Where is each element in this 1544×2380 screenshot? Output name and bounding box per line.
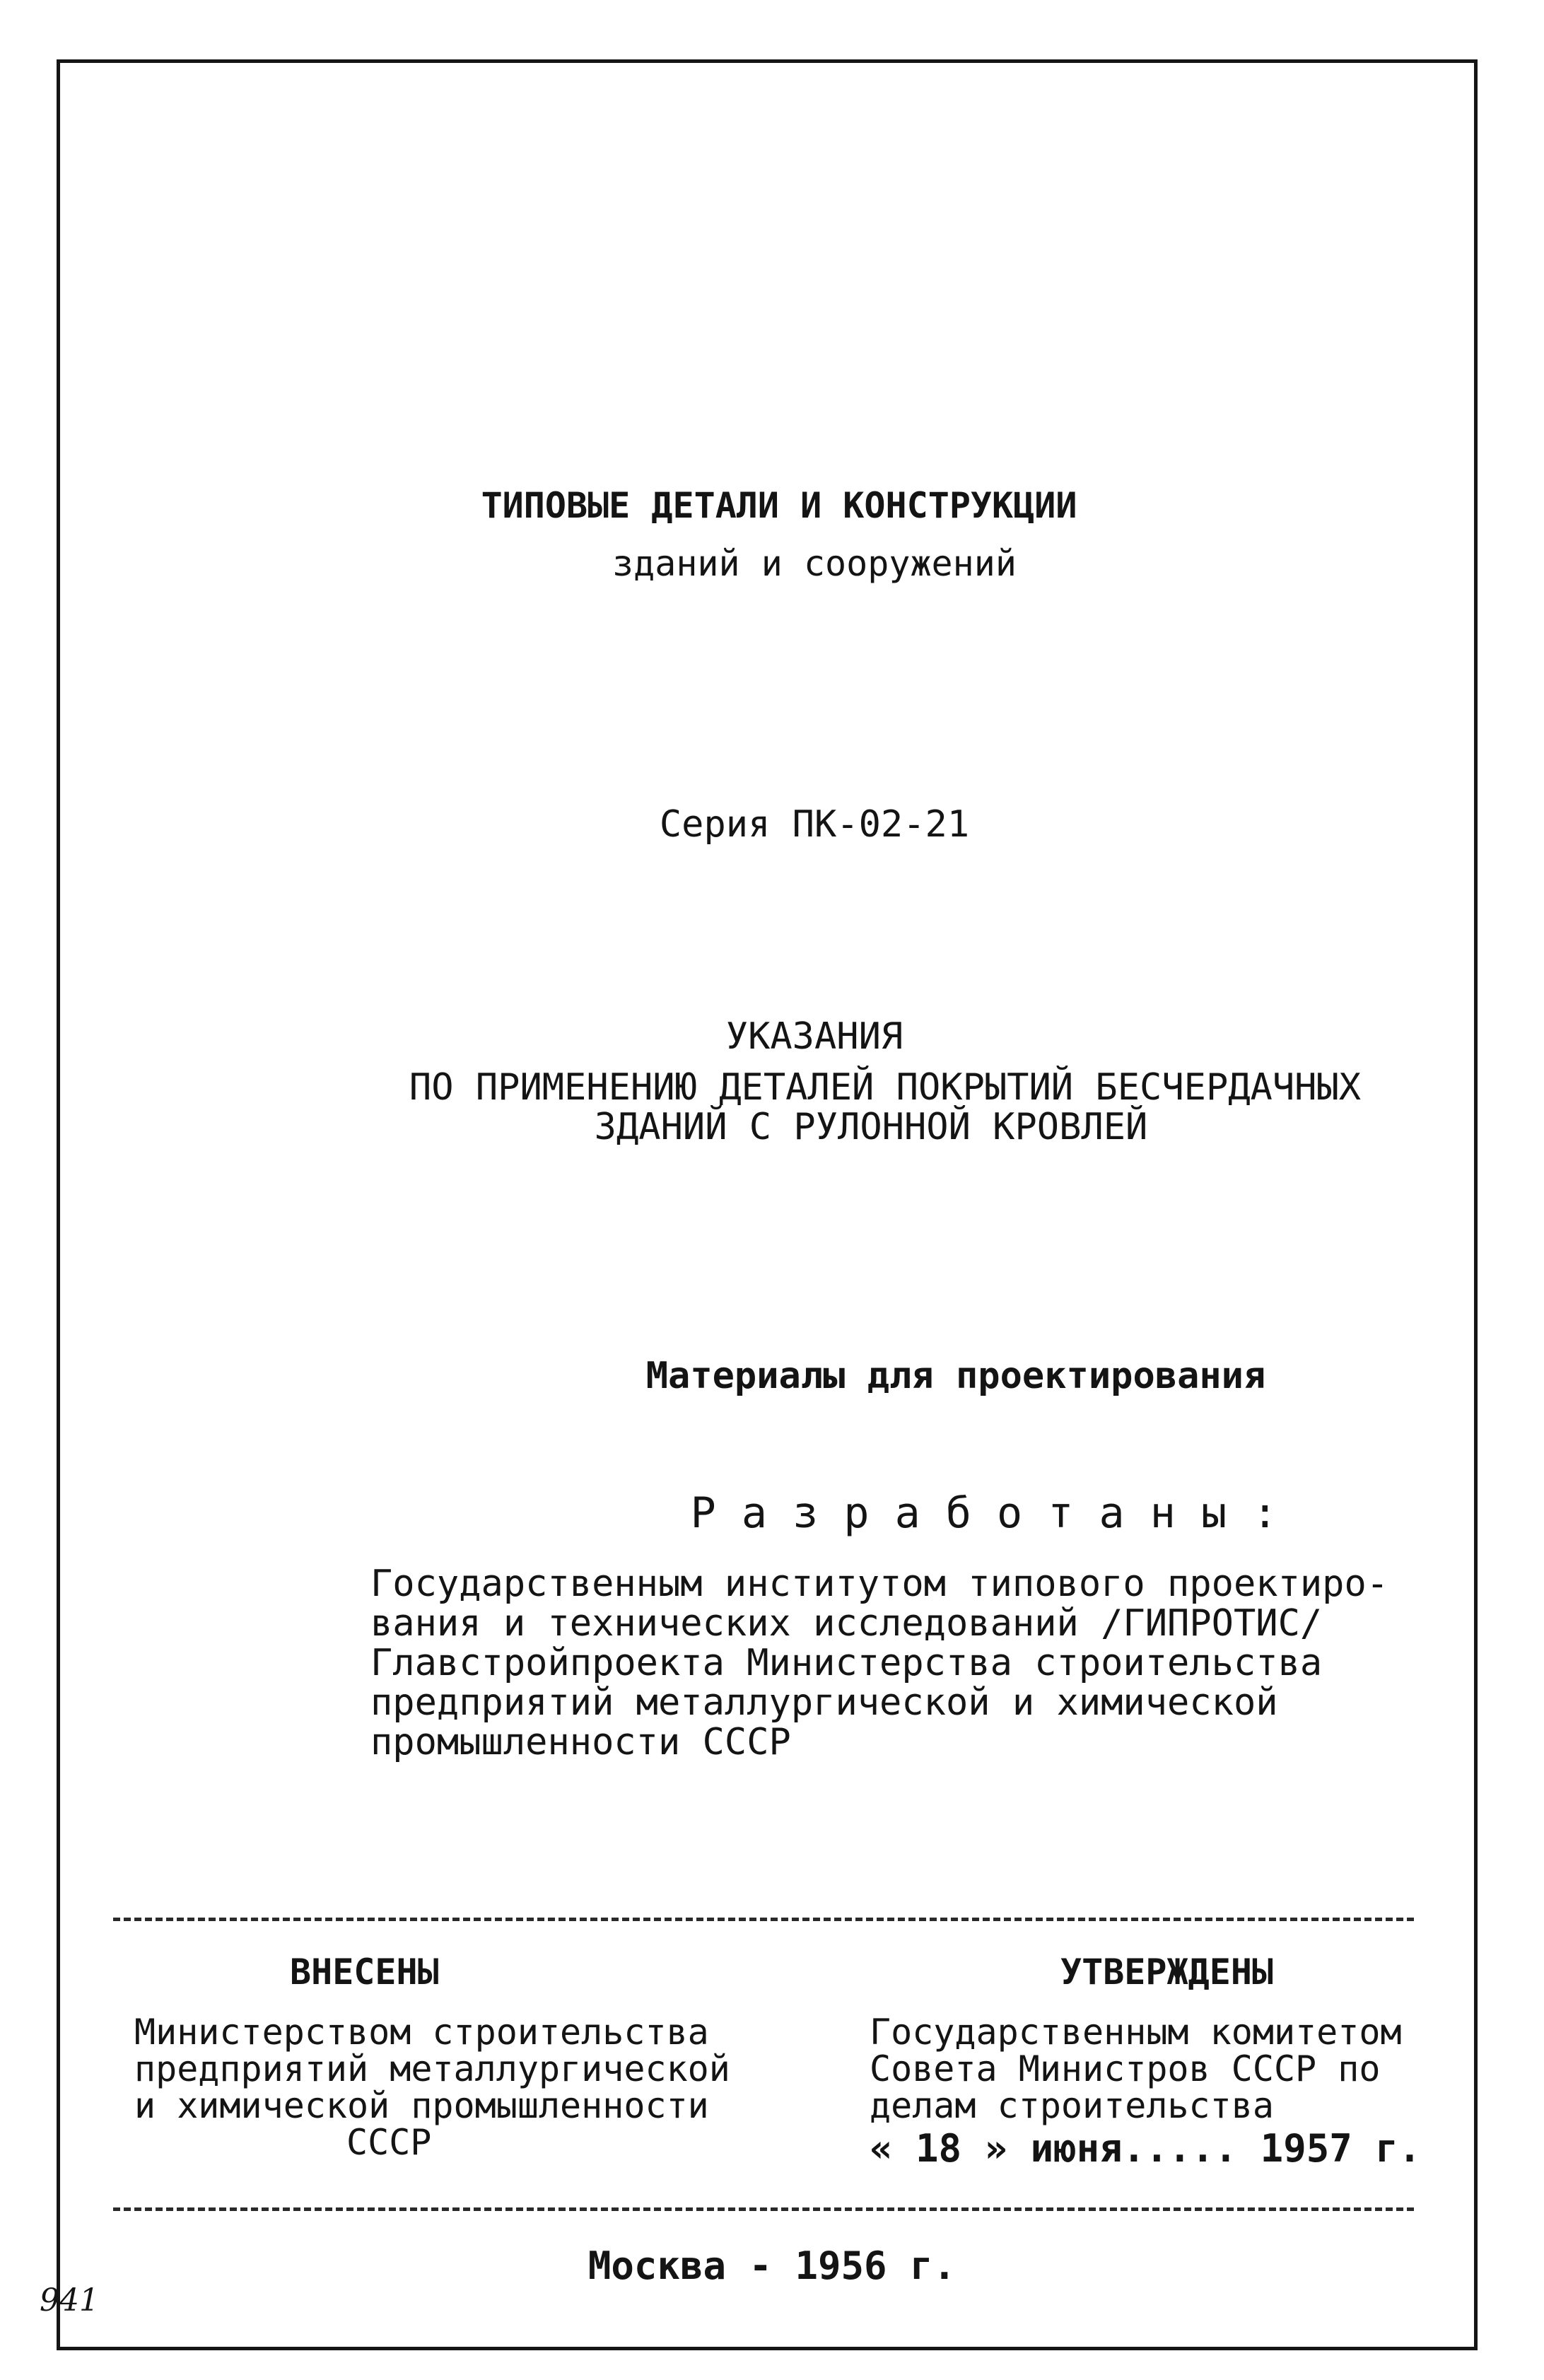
header-line-1: ТИПОВЫЕ ДЕТАЛИ И КОНСТРУКЦИИ <box>481 485 1077 526</box>
header-line-2: зданий и сооружений <box>612 543 1017 584</box>
developer-line: Государственным институтом типового проектиро- <box>370 1563 1389 1605</box>
developer-line: Главстройпроекта Министерства строительства <box>370 1642 1323 1684</box>
divider-top <box>113 1918 1414 1921</box>
approved-line: Государственным комитетом <box>870 2012 1402 2053</box>
divider-bottom <box>113 2207 1414 2211</box>
approved-heading: УТВЕРЖДЕНЫ <box>1060 1952 1274 1993</box>
submitted-line: СССР <box>346 2122 432 2163</box>
submitted-heading: ВНЕСЕНЫ <box>290 1952 439 1993</box>
submitted-line: предприятий металлургической <box>134 2048 730 2089</box>
approved-text <box>870 2014 1402 2124</box>
materials-label: Материалы для проектирования <box>645 1355 1266 1397</box>
title-line-2: ЗДАНИЙ С РУЛОННОЙ КРОВЛЕЙ <box>594 1106 1148 1148</box>
title-line-1: ПО ПРИМЕНЕНИЮ ДЕТАЛЕЙ ПОКРЫТИЙ БЕСЧЕРДАЧНЫХ <box>409 1066 1362 1109</box>
approved-line: делам строительства <box>870 2085 1274 2126</box>
developed-heading: Р а з р а б о т а н ы : <box>690 1488 1278 1538</box>
submitted-line: Министерством строительства <box>134 2012 709 2053</box>
developer-line: вания и технических исследований /ГИПРОТИС/ <box>370 1602 1323 1645</box>
handwritten-number: 941 <box>40 2282 99 2318</box>
place-and-year: Москва - 1956 г. <box>587 2244 957 2288</box>
approved-line: Совета Министров СССР по <box>870 2048 1381 2089</box>
developer-line: промышленности СССР <box>370 1721 791 1763</box>
submitted-text <box>134 2014 730 2161</box>
title-heading: УКАЗАНИЯ <box>725 1015 903 1058</box>
submitted-line: и химической промышленности <box>134 2085 709 2126</box>
approval-date: « 18 » июня..... 1957 г. <box>870 2126 1422 2171</box>
series-label: Серия ПК-02-21 <box>659 803 970 846</box>
developer-line: предприятий металлургической и химической <box>370 1681 1278 1724</box>
developer-text <box>370 1564 1388 1762</box>
page-frame <box>57 59 1478 2350</box>
